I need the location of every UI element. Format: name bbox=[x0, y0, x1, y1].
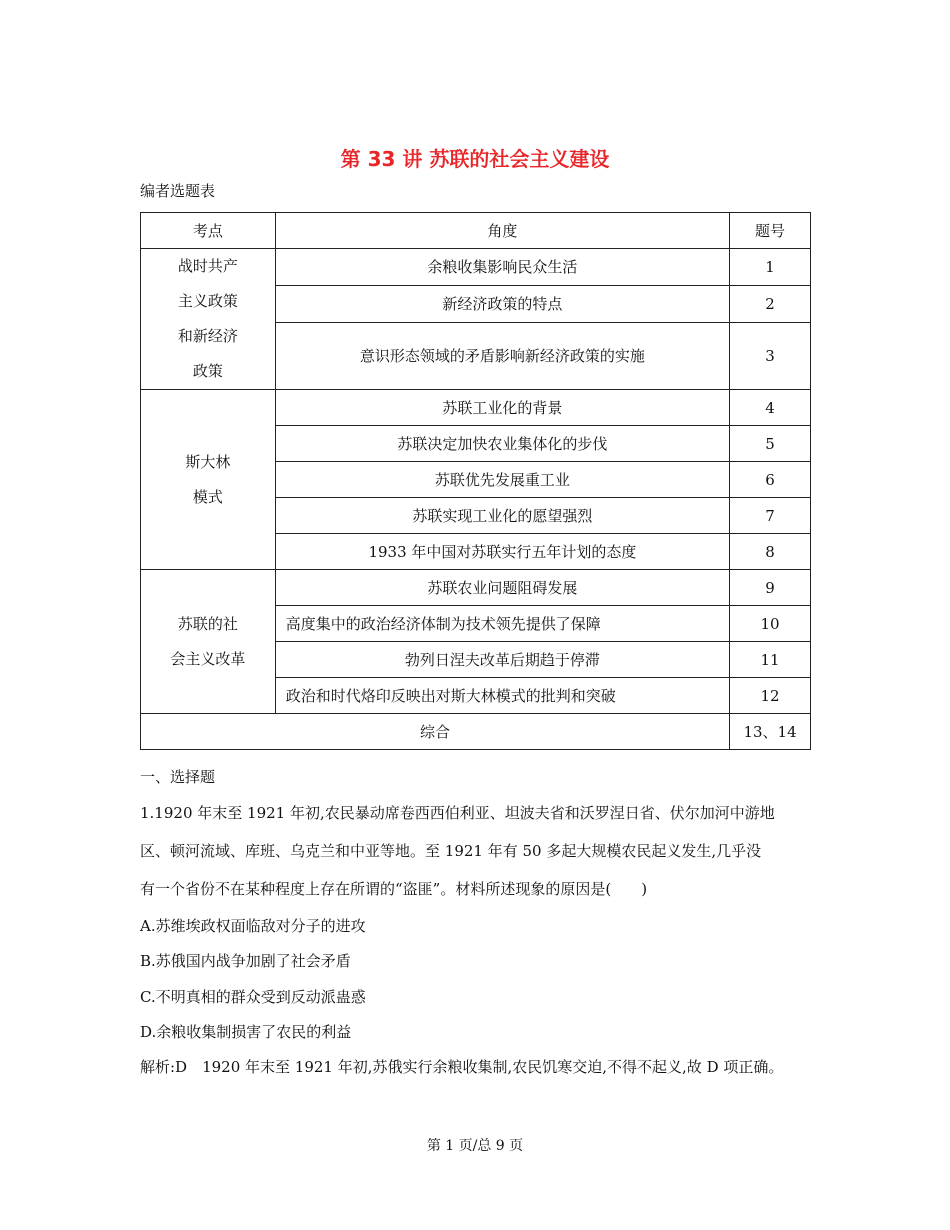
angle-cell: 苏联决定加快农业集体化的步伐 bbox=[275, 426, 729, 462]
answer-analysis: 解析:D 1920 年末至 1921 年初,苏俄实行余粮收集制,农民饥寒交迫,不得不起义,故 D 项正确。 bbox=[140, 1058, 784, 1076]
angle-cell: 苏联工业化的背景 bbox=[275, 390, 729, 426]
angle-cell: 勃列日涅夫改革后期趋于停滞 bbox=[275, 642, 729, 678]
angle-cell: 苏联实现工业化的愿望强烈 bbox=[275, 498, 729, 534]
header-angle: 角度 bbox=[275, 213, 729, 249]
number-cell: 12 bbox=[730, 678, 811, 714]
topic-line: 政策 bbox=[192, 362, 223, 380]
table-header-row bbox=[141, 213, 811, 249]
number-cell: 1 bbox=[730, 249, 811, 286]
question-stem-line: 1.1920 年末至 1921 年初,农民暴动席卷西西伯利亚、坦波夫省和沃罗涅日省、伏尔加河中游地 bbox=[140, 804, 775, 822]
table-caption: 编者选题表 bbox=[140, 182, 216, 200]
angle-cell: 新经济政策的特点 bbox=[275, 285, 729, 322]
number-cell: 11 bbox=[730, 642, 811, 678]
topic-line: 和新经济 bbox=[177, 327, 238, 345]
page-title: 第 33 讲 苏联的社会主义建设 bbox=[340, 147, 610, 171]
topic-line: 斯大林 bbox=[185, 452, 231, 471]
table-row bbox=[141, 390, 811, 426]
angle-cell: 苏联优先发展重工业 bbox=[275, 462, 729, 498]
summary-label: 综合 bbox=[141, 714, 730, 750]
section-heading: 一、选择题 bbox=[140, 768, 216, 786]
topic-cell-war-communism bbox=[141, 249, 276, 390]
summary-number: 13、14 bbox=[730, 714, 811, 750]
number-cell: 7 bbox=[730, 498, 811, 534]
page-footer: 第 1 页/总 9 页 bbox=[426, 1138, 524, 1154]
topic-line: 会主义改革 bbox=[170, 649, 246, 668]
number-cell: 5 bbox=[730, 426, 811, 462]
topic-cell-soviet-reform bbox=[141, 570, 276, 714]
option-a: A.苏维埃政权面临敌对分子的进攻 bbox=[140, 917, 366, 935]
topic-line: 模式 bbox=[192, 487, 223, 506]
angle-cell: 余粮收集影响民众生活 bbox=[275, 249, 729, 286]
number-cell: 9 bbox=[730, 570, 811, 606]
topic-cell-stalin-model bbox=[141, 390, 276, 570]
angle-cell: 高度集中的政治经济体制为技术领先提供了保障 bbox=[275, 606, 729, 642]
header-topic: 考点 bbox=[141, 213, 276, 249]
angle-cell: 1933 年中国对苏联实行五年计划的态度 bbox=[275, 534, 729, 570]
angle-cell: 政治和时代烙印反映出对斯大林模式的批判和突破 bbox=[275, 678, 729, 714]
table-row bbox=[141, 570, 811, 606]
option-d: D.余粮收集制损害了农民的利益 bbox=[140, 1023, 352, 1041]
number-cell: 10 bbox=[730, 606, 811, 642]
table-row bbox=[141, 249, 811, 286]
header-number: 题号 bbox=[730, 213, 811, 249]
angle-cell: 苏联农业问题阻碍发展 bbox=[275, 570, 729, 606]
topic-selection-table bbox=[140, 212, 811, 750]
option-c: C.不明真相的群众受到反动派蛊惑 bbox=[140, 988, 366, 1006]
topic-line: 战时共产 bbox=[177, 257, 238, 275]
topic-line: 苏联的社 bbox=[177, 614, 238, 633]
table-summary-row bbox=[141, 714, 811, 750]
option-b: B.苏俄国内战争加剧了社会矛盾 bbox=[140, 952, 351, 970]
number-cell: 2 bbox=[730, 285, 811, 322]
number-cell: 6 bbox=[730, 462, 811, 498]
question-stem-line: 有一个省份不在某种程度上存在所谓的“盗匪”。材料所述现象的原因是( ) bbox=[140, 880, 648, 898]
question-stem-line: 区、顿河流域、库班、乌克兰和中亚等地。至 1921 年有 50 多起大规模农民起义发生,几乎没 bbox=[140, 842, 762, 860]
topic-line: 主义政策 bbox=[177, 292, 238, 310]
number-cell: 3 bbox=[730, 322, 811, 389]
number-cell: 4 bbox=[730, 390, 811, 426]
angle-cell: 意识形态领域的矛盾影响新经济政策的实施 bbox=[275, 322, 729, 389]
number-cell: 8 bbox=[730, 534, 811, 570]
